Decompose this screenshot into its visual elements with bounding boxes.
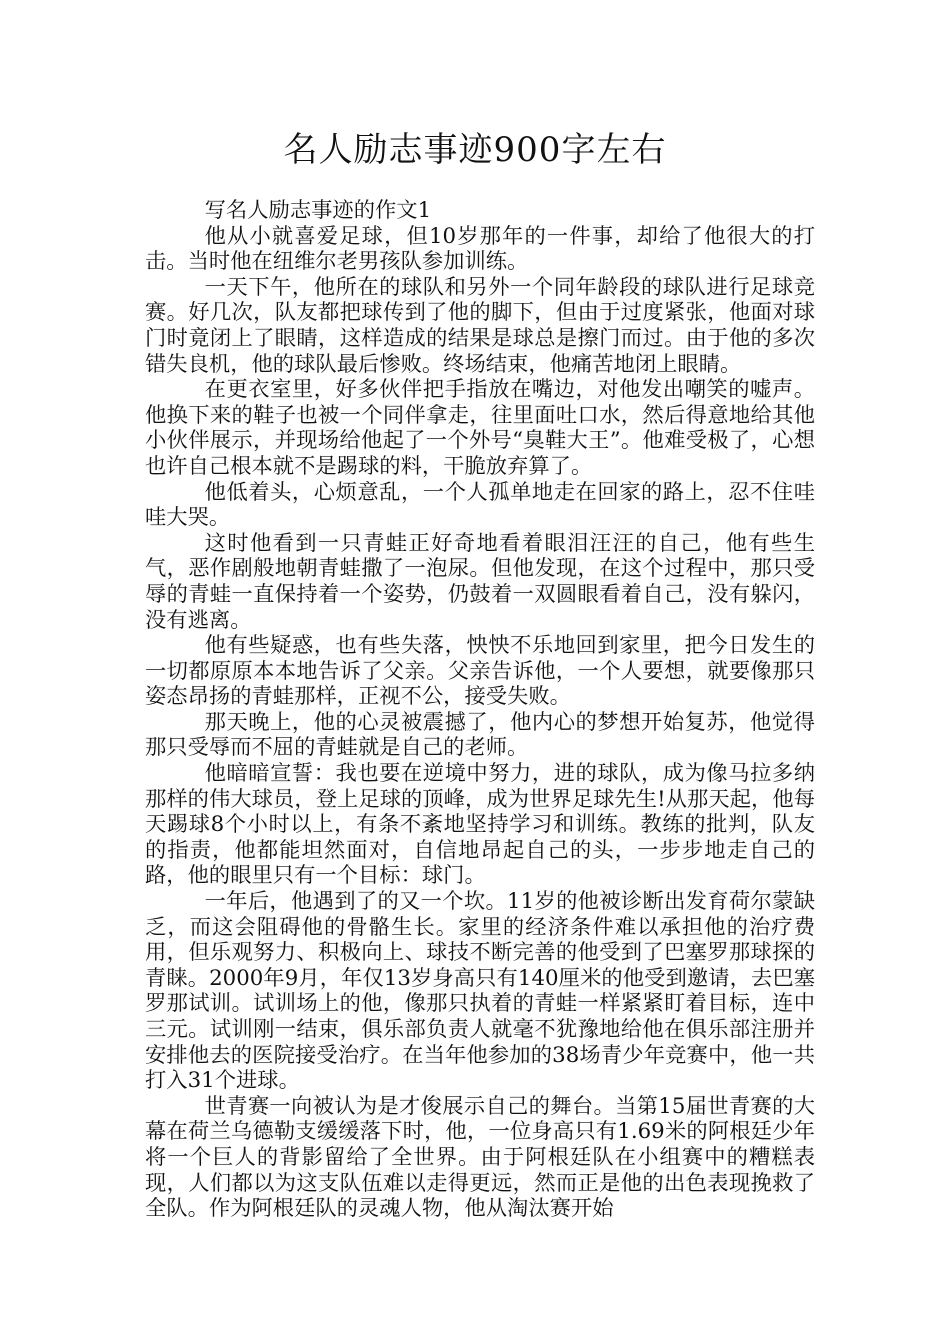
paragraph: 世青赛一向被认为是才俊展示自己的舞台。当第15届世青赛的大幕在荷兰乌德勒支缓缓落下时，他，一位身高只有1.69米的阿根廷少年将一个巨人的背影留给了全世界。由于阿根廷队在小组赛中的糟糕表现，人们都以为这支队伍难以走得更远，然而正是他的出色表现挽救了全队。作为阿根廷队的灵魂人物，他从淘汰赛开始 bbox=[145, 1093, 815, 1222]
paragraph: 他从小就喜爱足球，但10岁那年的一件事，却给了他很大的打击。当时他在纽维尔老男孩队参加训练。 bbox=[145, 223, 815, 275]
paragraph: 一年后，他遇到了的又一个坎。11岁的他被诊断出发育荷尔蒙缺乏，而这会阻碍他的骨骼生长。家里的经济条件难以承担他的治疗费用，但乐观努力、积极向上、球技不断完善的他受到了巴塞罗那球探的青睐。2000年9月，年仅13岁身高只有140厘米的他受到邀请，去巴塞罗那试训。试训场上的他，像那只执着的青蛙一样紧紧盯着目标，连中三元。试训刚一结束，俱乐部负责人就毫不犹豫地给他在俱乐部注册并安排他去的医院接受治疗。在当年他参加的38场青少年竞赛中，他一共打入31个进球。 bbox=[145, 889, 815, 1094]
document-title: 名人励志事迹900字左右 bbox=[283, 130, 667, 170]
paragraph: 一天下午，他所在的球队和另外一个同年龄段的球队进行足球竞赛。好几次，队友都把球传到了他的脚下，但由于过度紧张，他面对球门时竟闭上了眼睛，这样造成的结果是球总是擦门而过。由于他的多次错失良机，他的球队最后惨败。终场结束，他痛苦地闭上眼睛。 bbox=[145, 274, 815, 377]
paragraph: 他低着头，心烦意乱，一个人孤单地走在回家的路上，忍不住哇哇大哭。 bbox=[145, 479, 815, 531]
paragraph: 他暗暗宣誓：我也要在逆境中努力，进的球队，成为像马拉多纳那样的伟大球员，登上足球的顶峰，成为世界足球先生!从那天起，他每天踢球8个小时以上，有条不紊地坚持学习和训练。教练的批判，队友的指责，他都能坦然面对，自信地昂起自己的头，一步步地走自己的路，他的眼里只有一个目标：球门。 bbox=[145, 761, 815, 889]
document-body bbox=[145, 198, 815, 1222]
paragraph: 在更衣室里，好多伙伴把手指放在嘴边，对他发出嘲笑的嘘声。他换下来的鞋子也被一个同伴拿走，往里面吐口水，然后得意地给其他小伙伴展示，并现场给他起了一个外号“臭鞋大王”。他难受极了，心想也许自己根本就不是踢球的料，干脆放弃算了。 bbox=[145, 377, 815, 479]
paragraph: 他有些疑惑，也有些失落，怏怏不乐地回到家里，把今日发生的一切都原原本本地告诉了父亲。父亲告诉他，一个人要想，就要像那只姿态昂扬的青蛙那样，正视不公，接受失败。 bbox=[145, 633, 815, 710]
paragraph: 那天晚上，他的心灵被震撼了，他内心的梦想开始复苏，他觉得那只受辱而不屈的青蛙就是自己的老师。 bbox=[145, 709, 815, 761]
paragraph: 这时他看到一只青蛙正好奇地看着眼泪汪汪的自己，他有些生气，恶作剧般地朝青蛙撒了一泡尿。但他发现，在这个过程中，那只受辱的青蛙一直保持着一个姿势，仍鼓着一双圆眼看着自己，没有躲闪，没有逃离。 bbox=[145, 530, 815, 633]
paragraph-heading: 写名人励志事迹的作文1 bbox=[204, 198, 432, 223]
